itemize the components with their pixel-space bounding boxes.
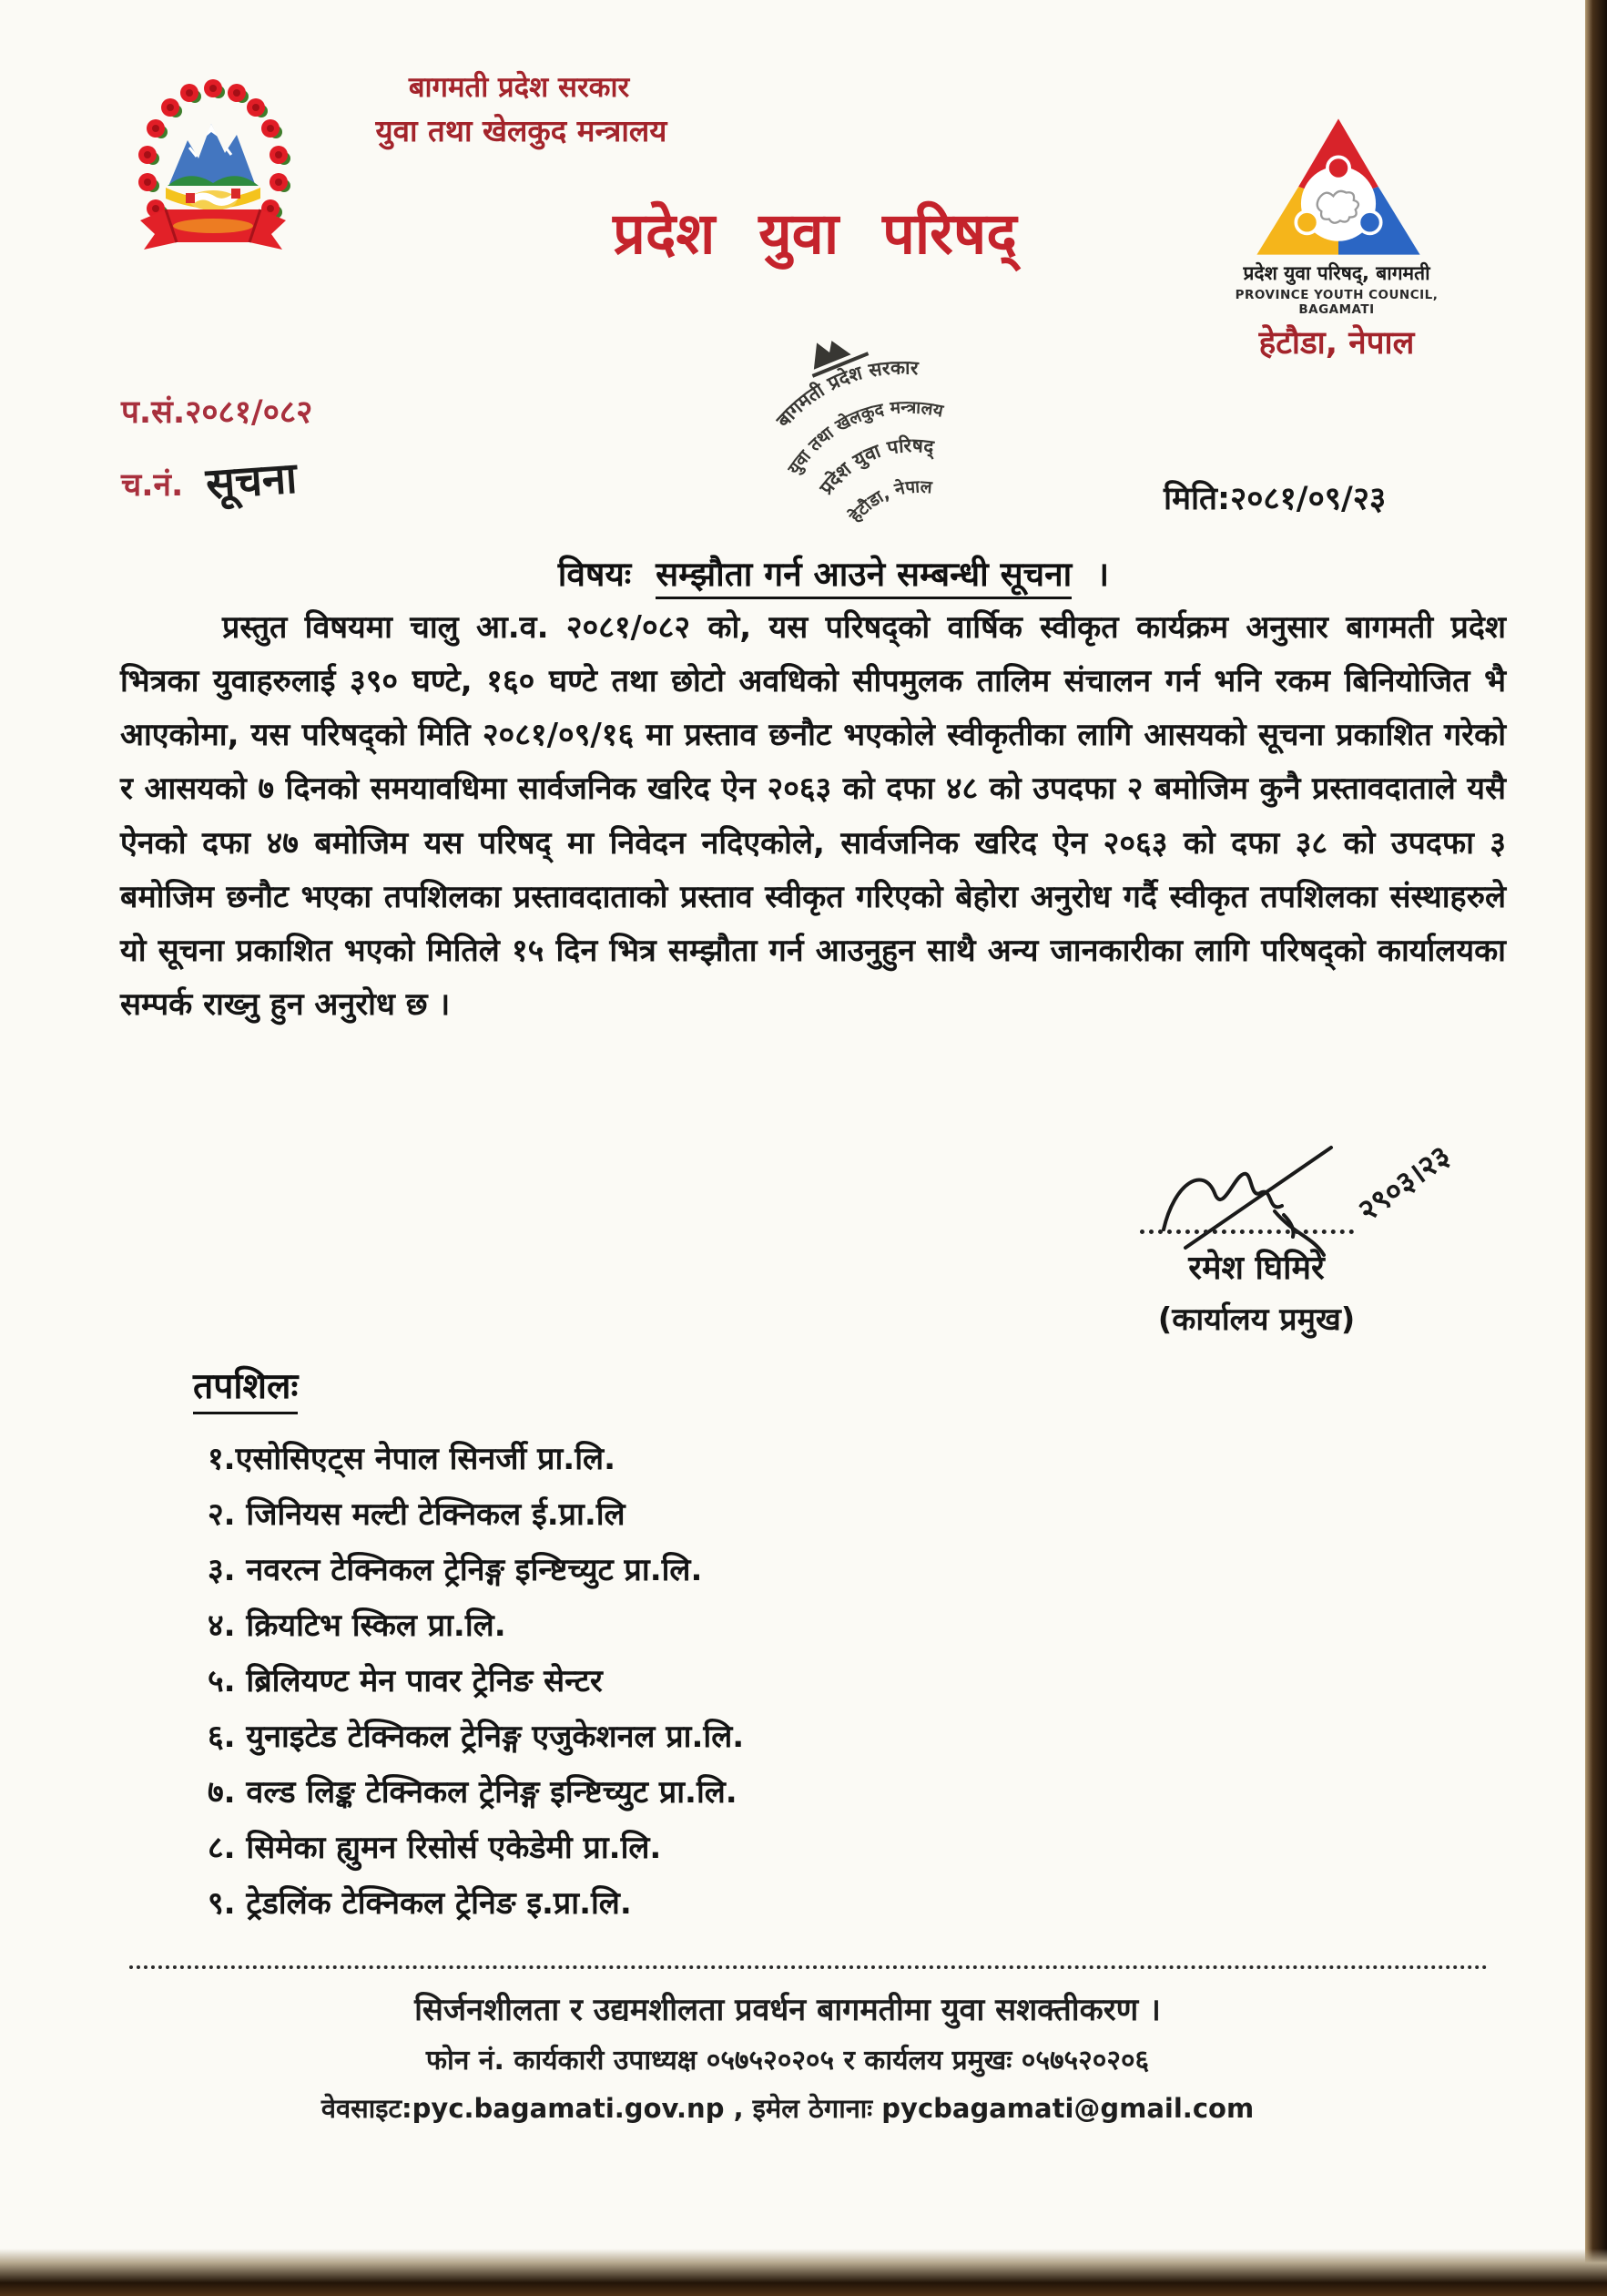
website-value: pyc.bagamati.gov.np xyxy=(412,2093,725,2124)
subject-label: विषयः xyxy=(557,555,632,594)
logo-blue-head xyxy=(1358,211,1380,233)
list-item: ६. युनाइटेड टेक्निकल ट्रेनिङ्ग एजुकेशनल प्रा.लि. xyxy=(208,1719,745,1755)
email-value: pycbagamati@gmail.com xyxy=(881,2093,1255,2124)
website-label: वेवसाइट: xyxy=(320,2093,412,2124)
footer-web-line xyxy=(0,2090,1575,2126)
government-name: बागमती प्रदेश सरकार xyxy=(408,71,630,104)
scan-edge-right xyxy=(1585,0,1607,2296)
ribbon-banner xyxy=(140,209,286,250)
stamp-text-line3: प्रदेश युवा परिषद् xyxy=(815,434,936,499)
list-item: ३. नवरत्न टेक्निकल ट्रेनिङ्ग इन्ष्टिच्युट प्रा.लि. xyxy=(208,1552,703,1588)
footer-slogan: सिर्जनशीलता र उद्यमशीलता प्रवर्धन बागमतीमा युवा सशक्तीकरण । xyxy=(414,1992,1161,2028)
approved-institutions-list xyxy=(208,1432,744,1932)
email-label: , इमेल ठेगानाः xyxy=(733,2093,873,2124)
list-item: ७. वल्ड लिङ्क टेक्निकल ट्रेनिङ्ग इन्ष्टिच्युट प्रा.लि. xyxy=(208,1774,737,1811)
subject-text: सम्झौता गर्न आउने सम्बन्धी सूचना xyxy=(656,555,1072,599)
ministry-name: युवा तथा खेलकुद मन्त्रालय xyxy=(375,113,667,148)
details-heading: तपशिलः xyxy=(193,1366,298,1414)
list-item: ९. ट्रेडलिंक टेक्निकल ट्रेनिङ इ.प्रा.लि. xyxy=(208,1885,632,1922)
logo-caption-english: PROVINCE YOUTH COUNCIL, BAGAMATI xyxy=(1235,288,1439,317)
scan-edge-bottom xyxy=(0,2249,1607,2296)
stamp-text-line1: बागमती प्रदेश सरकार xyxy=(772,356,920,432)
logo-yellow-head xyxy=(1296,211,1317,233)
list-item: ८. सिमेका ह्युमन रिसोर्स एकेडेमी प्रा.लि. xyxy=(208,1830,662,1866)
logo-red-head xyxy=(1327,157,1349,179)
footer-phone-line: फोन नं. कार्यकारी उपाध्यक्ष ०५७५२०२०५ र कार्यलय प्रमुखः ०५७५२०२०६ xyxy=(425,2045,1150,2077)
logo-caption-nepali: प्रदेश युवा परिषद्, बागमती xyxy=(1243,262,1430,284)
dispatch-number-handwritten: सूचना xyxy=(204,453,300,510)
letter-body-paragraph: प्रस्तुत विषयमा चालु आ.व. २०८१/०८२ को, यस परिषद्को वार्षिक स्वीकृत कार्यक्रम अनुसार बागमती प्रदेश भित्रका युवाहरुलाई ३९० घण्टे, १६० घण्टे तथा छोटो अवधिको सीपमुलक तालिम संचालन गर्न भनि रकम बिनियोजित भै आएकोमा, यस परिषद्को मिति २०८१/०९/१६ मा प्रस्ताव छनौट भएकोले स्वीकृतीका लागि आसयको सूचना प्रकाशित गरेको र आसयको ७ दिनको समयावधिमा सार्वजनिक खरिद ऐन २०६३ को दफा ४८ को उपदफा २ बमोजिम कुनै प्रस्तावदाताले यसै ऐनको दफा ४७ बमोजिम यस परिषद् मा निवेदन नदिएकोले, सार्वजनिक खरिद ऐन २०६३ को दफा ३८ को उपदफा ३ बमोजिम छनौट भएका तपशिलका प्रस्तावदाताको प्रस्ताव स्वीकृत गरिएको बेहोरा अनुरोध गर्दै स्वीकृत तपशिलका संस्थाहरुले यो सूचना प्रकाशित भएको मितिले १५ दिन भित्र सम्झौता गर्न आउनुहुन साथै अन्य जानकारीका लागि परिषद्को कार्यालयका सम्पर्क राख्नु हुन अनुरोध छ । xyxy=(120,609,1506,1024)
list-item: ४. क्रियटिभ स्किल प्रा.लि. xyxy=(208,1607,506,1644)
dispatch-number-row xyxy=(121,450,300,510)
signature-dotted-line xyxy=(1140,1208,1354,1234)
dispatch-number-label: च.नं. xyxy=(121,467,184,504)
signatory-name: रमेश घिमिरे xyxy=(1188,1250,1325,1287)
stamp-text-line4: हेटौडा, नेपाल xyxy=(845,476,933,526)
list-item: ५. ब्रिलियण्ट मेन पावर ट्रेनिङ सेन्टर xyxy=(208,1663,603,1699)
signature-handwritten-digits: २९०३।२३ xyxy=(1350,1138,1458,1229)
youth-council-logo xyxy=(1249,113,1428,260)
office-location: हेटौडा, नेपाल xyxy=(1258,325,1415,362)
signatory-title: (कार्यालय प्रमुख) xyxy=(1157,1301,1356,1338)
list-item: २. जिनियस मल्टी टेक्निकल ई.प्रा.लि xyxy=(208,1496,626,1533)
handshake-motif xyxy=(186,189,240,210)
subject-terminator: । xyxy=(1096,555,1110,594)
letter-date: मिति:२०८१/०९/२३ xyxy=(1164,481,1387,517)
stamp-text-line2: युवा तथा खेलकुद मन्त्रालय xyxy=(784,397,945,479)
footer-dotted-separator xyxy=(129,1965,1488,1969)
details-heading-wrap xyxy=(193,1361,298,1409)
council-title: प्रदेश युवा परिषद् xyxy=(613,200,1017,267)
reference-number: प.सं.२०८१/०८२ xyxy=(121,394,313,431)
subject-line xyxy=(0,549,1607,596)
list-item: १.एसोसिएट्स नेपाल सिनर्जी प्रा.लि. xyxy=(208,1441,615,1477)
